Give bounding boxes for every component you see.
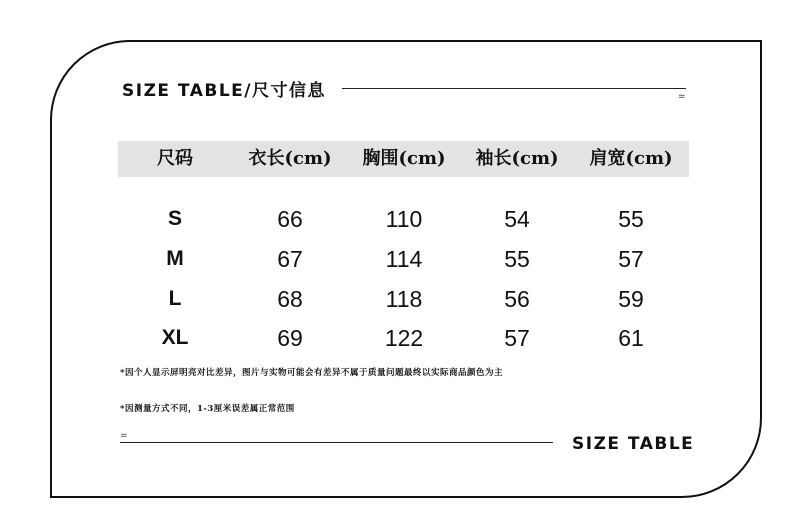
- cell-size: S: [167, 207, 182, 230]
- header-sleeve: 袖长(cm): [475, 148, 559, 169]
- cell-size: M: [166, 247, 184, 270]
- title-divider: [342, 88, 686, 89]
- note-measurement-tolerance: *因测量方式不同，1-3厘米误差属正常范围: [120, 404, 295, 414]
- cell-length: 69: [277, 325, 303, 351]
- cell-chest: 118: [385, 286, 423, 312]
- cell-sleeve: 57: [504, 325, 530, 351]
- table-title: SIZE TABLE/尺寸信息: [122, 81, 326, 101]
- header-shoulder: 肩宽(cm): [589, 148, 673, 169]
- cell-chest: 110: [385, 206, 423, 232]
- cell-size: XL: [161, 326, 189, 349]
- footer-title: SIZE TABLE: [572, 434, 695, 454]
- title-line-end-mark: =: [678, 92, 686, 102]
- footer-divider: [120, 442, 553, 443]
- note-color-disclaimer: *因个人显示屏明亮对比差异，图片与实物可能会有差异不属于质量问题最终以实际商品颜色为主: [120, 368, 503, 378]
- cell-length: 67: [277, 246, 303, 272]
- cell-sleeve: 54: [504, 206, 530, 232]
- cell-length: 68: [277, 286, 303, 312]
- header-size: 尺码: [157, 148, 193, 169]
- cell-length: 66: [277, 206, 303, 232]
- cell-chest: 114: [385, 246, 423, 272]
- cell-sleeve: 55: [504, 246, 530, 272]
- cell-shoulder: 55: [618, 206, 644, 232]
- header-length: 衣长(cm): [248, 148, 332, 169]
- header-chest: 胸围(cm): [362, 148, 446, 169]
- cell-sleeve: 56: [504, 286, 530, 312]
- cell-shoulder: 57: [618, 246, 644, 272]
- cell-shoulder: 59: [618, 286, 644, 312]
- cell-chest: 122: [384, 325, 424, 351]
- cell-shoulder: 61: [618, 325, 644, 351]
- cell-size: L: [168, 287, 182, 310]
- footer-line-start-mark: =: [120, 431, 128, 441]
